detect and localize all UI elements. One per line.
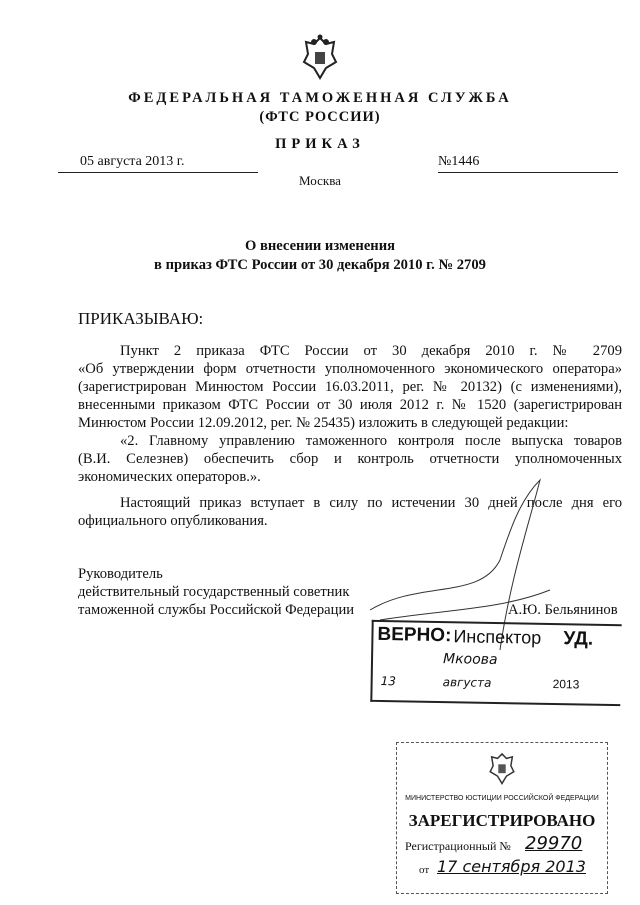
quote-line: (В.И. Селезнев) обеспечить сбор и контроль отчетности уполномоченных	[78, 451, 622, 467]
coat-of-arms-icon	[0, 34, 640, 85]
stamp-month: августа	[442, 675, 492, 690]
reg-number: 29970	[525, 833, 583, 854]
order-date: 05 августа 2013 г.	[80, 154, 185, 169]
title-line-2: в приказ ФТС России от 30 декабря 2010 г. № 2709	[154, 257, 486, 273]
signature-title-3: таможенной службы Российской Федерации	[78, 602, 355, 618]
stamp-day: 13	[380, 673, 397, 689]
certified-stamp	[370, 620, 621, 706]
signature-title-1: Руководитель	[78, 566, 163, 582]
city: Москва	[299, 173, 341, 188]
order-number: №1446	[438, 154, 480, 169]
para1-line: внесенными приказом ФТС России от 30 июля 2012 г. № 1520 (зарегистрирован	[78, 397, 622, 413]
para1-line: (зарегистрирован Минюстом России 16.03.2011, рег. № 20132) (с изменениями),	[78, 379, 622, 395]
registered-status: ЗАРЕГИСТРИРОВАНО	[408, 811, 596, 830]
org-short: (ФТС РОССИИ)	[259, 109, 381, 125]
reg-date-prefix: от	[419, 864, 430, 876]
stamp-year: 2013	[552, 676, 580, 692]
registration-stamp	[396, 742, 608, 894]
stamp-dept: УД.	[563, 628, 594, 650]
doc-type: ПРИКАЗ	[275, 136, 365, 152]
para1-line: Пункт 2 приказа ФТС России от 30 декабря 2010 г. № 2709	[120, 343, 622, 359]
para1-line: Минюстом России 12.09.2012, рег. № 25435) изложить в следующей редакции:	[78, 415, 569, 431]
quote-line: «2. Главному управлению таможенного контроля после выпуска товаров	[120, 433, 622, 449]
quote-line: экономических операторов.».	[78, 469, 261, 485]
ministry-name: МИНИСТЕРСТВО ЮСТИЦИИ РОССИЙСКОЙ ФЕДЕРАЦИИ	[405, 795, 599, 802]
reg-date: 17 сентября 2013	[437, 857, 586, 876]
para2-line: официального опубликования.	[78, 513, 268, 529]
stamp-signature: Мкоова	[442, 651, 498, 669]
stamp-role: Инспектор	[453, 626, 542, 648]
reg-label: Регистрационный №	[405, 839, 511, 853]
order-word: ПРИКАЗЫВАЮ:	[78, 309, 204, 328]
ministry-emblem-icon	[397, 751, 607, 790]
para1-line: «Об утверждении форм отчетности уполномоченного экономического оператора»	[78, 361, 622, 377]
title-line-1: О внесении изменения	[244, 238, 396, 254]
signature-title-2: действительный государственный советник	[78, 584, 350, 600]
para2-line: Настоящий приказ вступает в силу по истечении 30 дней после дня его	[120, 495, 622, 511]
signer-name: А.Ю. Бельянинов	[508, 602, 618, 618]
org-name: ФЕДЕРАЛЬНАЯ ТАМОЖЕННАЯ СЛУЖБА	[128, 90, 512, 106]
stamp-verno-label: ВЕРНО:	[377, 623, 452, 647]
